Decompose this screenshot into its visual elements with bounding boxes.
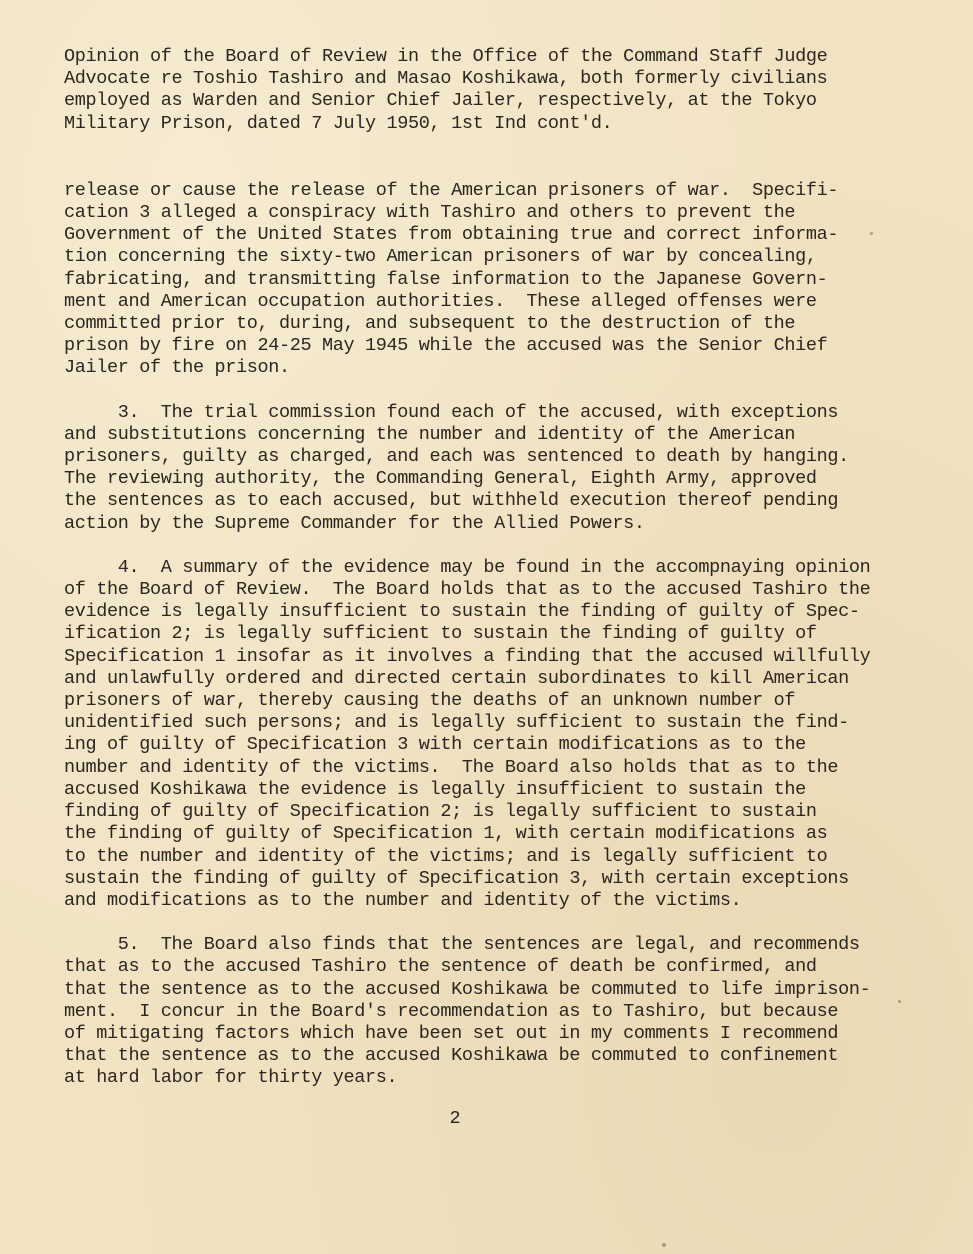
- text-line: fabricating, and transmitting false information to the Japanese Govern-: [64, 268, 828, 290]
- text-line: ment and American occupation authorities. These alleged offenses were: [64, 290, 817, 312]
- text-line: that the sentence as to the accused Koshikawa be commuted to life imprison-: [64, 978, 871, 1000]
- text-line: cation 3 alleged a conspiracy with Tashiro and others to prevent the: [64, 202, 796, 224]
- paper-speck: [662, 1243, 666, 1247]
- page-number: 2: [449, 1108, 461, 1129]
- text-line: that as to the accused Tashiro the sentence of death be confirmed, and: [64, 956, 817, 978]
- document-page: [64, 46, 904, 1112]
- paper-speck: [870, 232, 873, 235]
- paragraph-3: [64, 402, 904, 535]
- text-line: 3. The trial commission found each of the accused, with exceptions: [64, 401, 839, 423]
- text-line: finding of guilty of Specification 2; is legally sufficient to sustain: [64, 801, 817, 823]
- text-line: prisoners of war, thereby causing the deaths of an unknown number of: [64, 690, 796, 712]
- paper-speck: [898, 1000, 901, 1003]
- header-line: Opinion of the Board of Review in the Office of the Command Staff Judge: [64, 46, 828, 67]
- text-line: Government of the United States from obtaining true and correct informa-: [64, 224, 839, 246]
- text-line: that the sentence as to the accused Koshikawa be commuted to confinement: [64, 1045, 839, 1067]
- text-line: prison by fire on 24-25 May 1945 while the accused was the Senior Chief: [64, 335, 828, 357]
- text-line: action by the Supreme Commander for the Allied Powers.: [64, 512, 645, 534]
- text-line: unidentified such persons; and is legally sufficient to sustain the find-: [64, 712, 849, 734]
- header-line: Advocate re Toshio Tashiro and Masao Koshikawa, both formerly civilians: [64, 68, 828, 90]
- text-line: tion concerning the sixty-two American prisoners of war by concealing,: [64, 246, 817, 268]
- text-line: to the number and identity of the victims; and is legally sufficient to: [64, 845, 828, 867]
- text-line: and substitutions concerning the number and identity of the American: [64, 423, 796, 445]
- document-header: [64, 46, 904, 135]
- text-line: and unlawfully ordered and directed certain subordinates to kill American: [64, 667, 849, 689]
- text-line: and modifications as to the number and identity of the victims.: [64, 889, 742, 911]
- text-line: at hard labor for thirty years.: [64, 1067, 398, 1089]
- text-line: ment. I concur in the Board's recommendation as to Tashiro, but because: [64, 1000, 839, 1022]
- text-line: accused Koshikawa the evidence is legally insufficient to sustain the: [64, 778, 806, 800]
- text-line: The reviewing authority, the Commanding General, Eighth Army, approved: [64, 468, 817, 490]
- text-line: prisoners, guilty as charged, and each was sentenced to death by hanging.: [64, 446, 849, 468]
- text-line: of mitigating factors which have been set out in my comments I recommend: [64, 1022, 839, 1044]
- text-line: of the Board of Review. The Board holds that as to the accused Tashiro the: [64, 579, 871, 601]
- paragraph-5: [64, 934, 904, 1089]
- text-line: 4. A summary of the evidence may be found in the accompnaying opinion: [64, 556, 871, 578]
- text-line: release or cause the release of the American prisoners of war. Specifi-: [64, 179, 839, 201]
- paragraph-4: [64, 557, 904, 912]
- text-line: sustain the finding of guilty of Specification 3, with certain exceptions: [64, 867, 849, 889]
- header-line: Military Prison, dated 7 July 1950, 1st Ind cont'd.: [64, 112, 613, 134]
- text-line: Specification 1 insofar as it involves a finding that the accused willfully: [64, 645, 871, 667]
- text-line: the sentences as to each accused, but withheld execution thereof pending: [64, 490, 839, 512]
- header-line: employed as Warden and Senior Chief Jailer, respectively, at the Tokyo: [64, 90, 817, 112]
- text-line: committed prior to, during, and subsequent to the destruction of the: [64, 313, 796, 335]
- text-line: number and identity of the victims. The Board also holds that as to the: [64, 756, 839, 778]
- text-line: ification 2; is legally sufficient to sustain the finding of guilty of: [64, 623, 817, 645]
- paragraph-continuation: [64, 180, 904, 380]
- text-line: Jailer of the prison.: [64, 357, 290, 379]
- text-line: evidence is legally insufficient to sustain the finding of guilty of Spec-: [64, 601, 860, 623]
- text-line: 5. The Board also finds that the sentences are legal, and recommends: [64, 934, 860, 956]
- text-line: the finding of guilty of Specification 1, with certain modifications as: [64, 823, 828, 845]
- text-line: ing of guilty of Specification 3 with certain modifications as to the: [64, 734, 806, 756]
